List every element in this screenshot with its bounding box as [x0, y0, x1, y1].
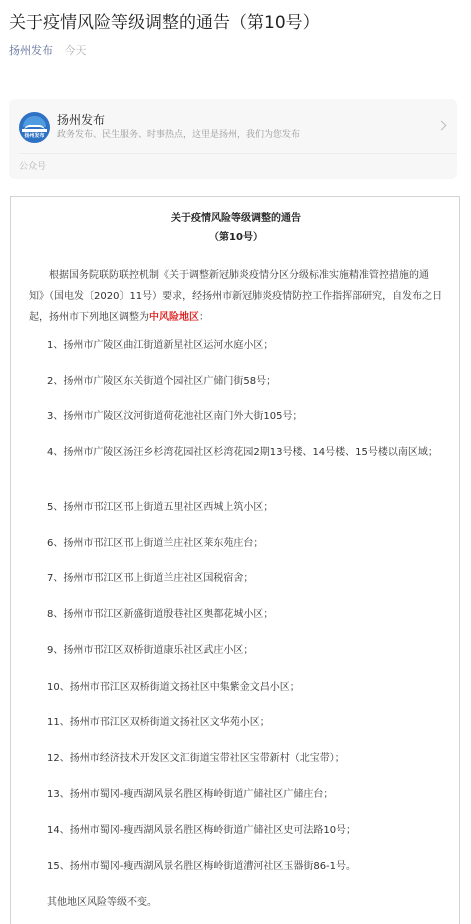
logo-bank-shape: [22, 129, 47, 132]
risk-level-highlight: 中风险地区: [149, 312, 199, 323]
article-title: 关于疫情风险等级调整的通告（第10号）: [9, 13, 320, 33]
avatar: [19, 112, 50, 143]
publish-time: 今天: [64, 44, 87, 57]
notice-number: （第10号）: [209, 232, 263, 243]
account-name: 扬州发布: [57, 113, 106, 127]
list-item: 12、扬州市经济技术开发区文汇街道宝带社区宝带新村（北宝带）；: [47, 753, 345, 764]
author-link[interactable]: 扬州发布: [9, 44, 53, 57]
list-item: 15、扬州市蜀冈-瘦西湖风景名胜区梅岭街道漕河社区玉器街86-1号。: [47, 861, 357, 872]
list-item: 10、扬州市邗江区双桥街道文扬社区中集紫金文昌小区；: [47, 682, 300, 693]
notice-box: [10, 196, 460, 924]
list-item: 13、扬州市蜀冈-瘦西湖风景名胜区梅岭街道广储社区广储庄台；: [47, 789, 334, 800]
notice-title: 关于疫情风险等级调整的通告: [171, 213, 301, 224]
list-item: 4、扬州市广陵区汤汪乡杉湾花园社区杉湾花园2期13号楼、14号楼、15号楼以南区域；: [47, 447, 438, 458]
chevron-right-icon: [437, 121, 447, 131]
account-profile-card[interactable]: [9, 99, 457, 179]
intro-end: ：: [199, 312, 209, 323]
list-item: 3、扬州市广陵区汶河街道荷花池社区南门外大街105号；: [47, 411, 303, 422]
divider: [19, 153, 457, 154]
list-item: 11、扬州市邗江区双桥街道文扬社区文华苑小区；: [47, 717, 270, 728]
account-type-label: 公众号: [19, 162, 47, 172]
list-item: 5、扬州市邗江区邗上街道五里社区西城上筑小区；: [47, 502, 274, 513]
list-item: 8、扬州市邗江区新盛街道殷巷社区奥都花城小区；: [47, 609, 274, 620]
notice-closing: 其他地区风险等级不变。: [47, 897, 157, 908]
list-item: 9、扬州市邗江区双桥街道康乐社区武庄小区；: [47, 645, 254, 656]
intro-text: 根据国务院联防联控机制《关于调整新冠肺炎疫情分区分级标准实施精准管控措施的通知》（国电发〔2020〕11号）要求，经扬州市新冠肺炎疫情防控工作指挥部研究，自发布之日起，扬州市下列地区调整为: [29, 270, 443, 323]
list-item: 14、扬州市蜀冈-瘦西湖风景名胜区梅岭街道广储社区史可法路10号；: [47, 825, 357, 836]
list-item: 1、扬州市广陵区曲江街道新星社区运河水庭小区；: [47, 340, 274, 351]
list-item: 7、扬州市邗江区邗上街道兰庄社区国税宿舍；: [47, 573, 254, 584]
avatar-text: 扬州发布: [24, 133, 45, 139]
notice-intro: [29, 265, 443, 328]
list-item: 6、扬州市邗江区邗上街道兰庄社区莱东苑庄台；: [47, 538, 264, 549]
account-description: 政务发布、民生服务、时事热点，这里是扬州，我们为您发布: [57, 130, 301, 140]
article-meta: [9, 44, 87, 58]
list-item: 2、扬州市广陵区东关街道个园社区广储门街58号；: [47, 376, 277, 387]
